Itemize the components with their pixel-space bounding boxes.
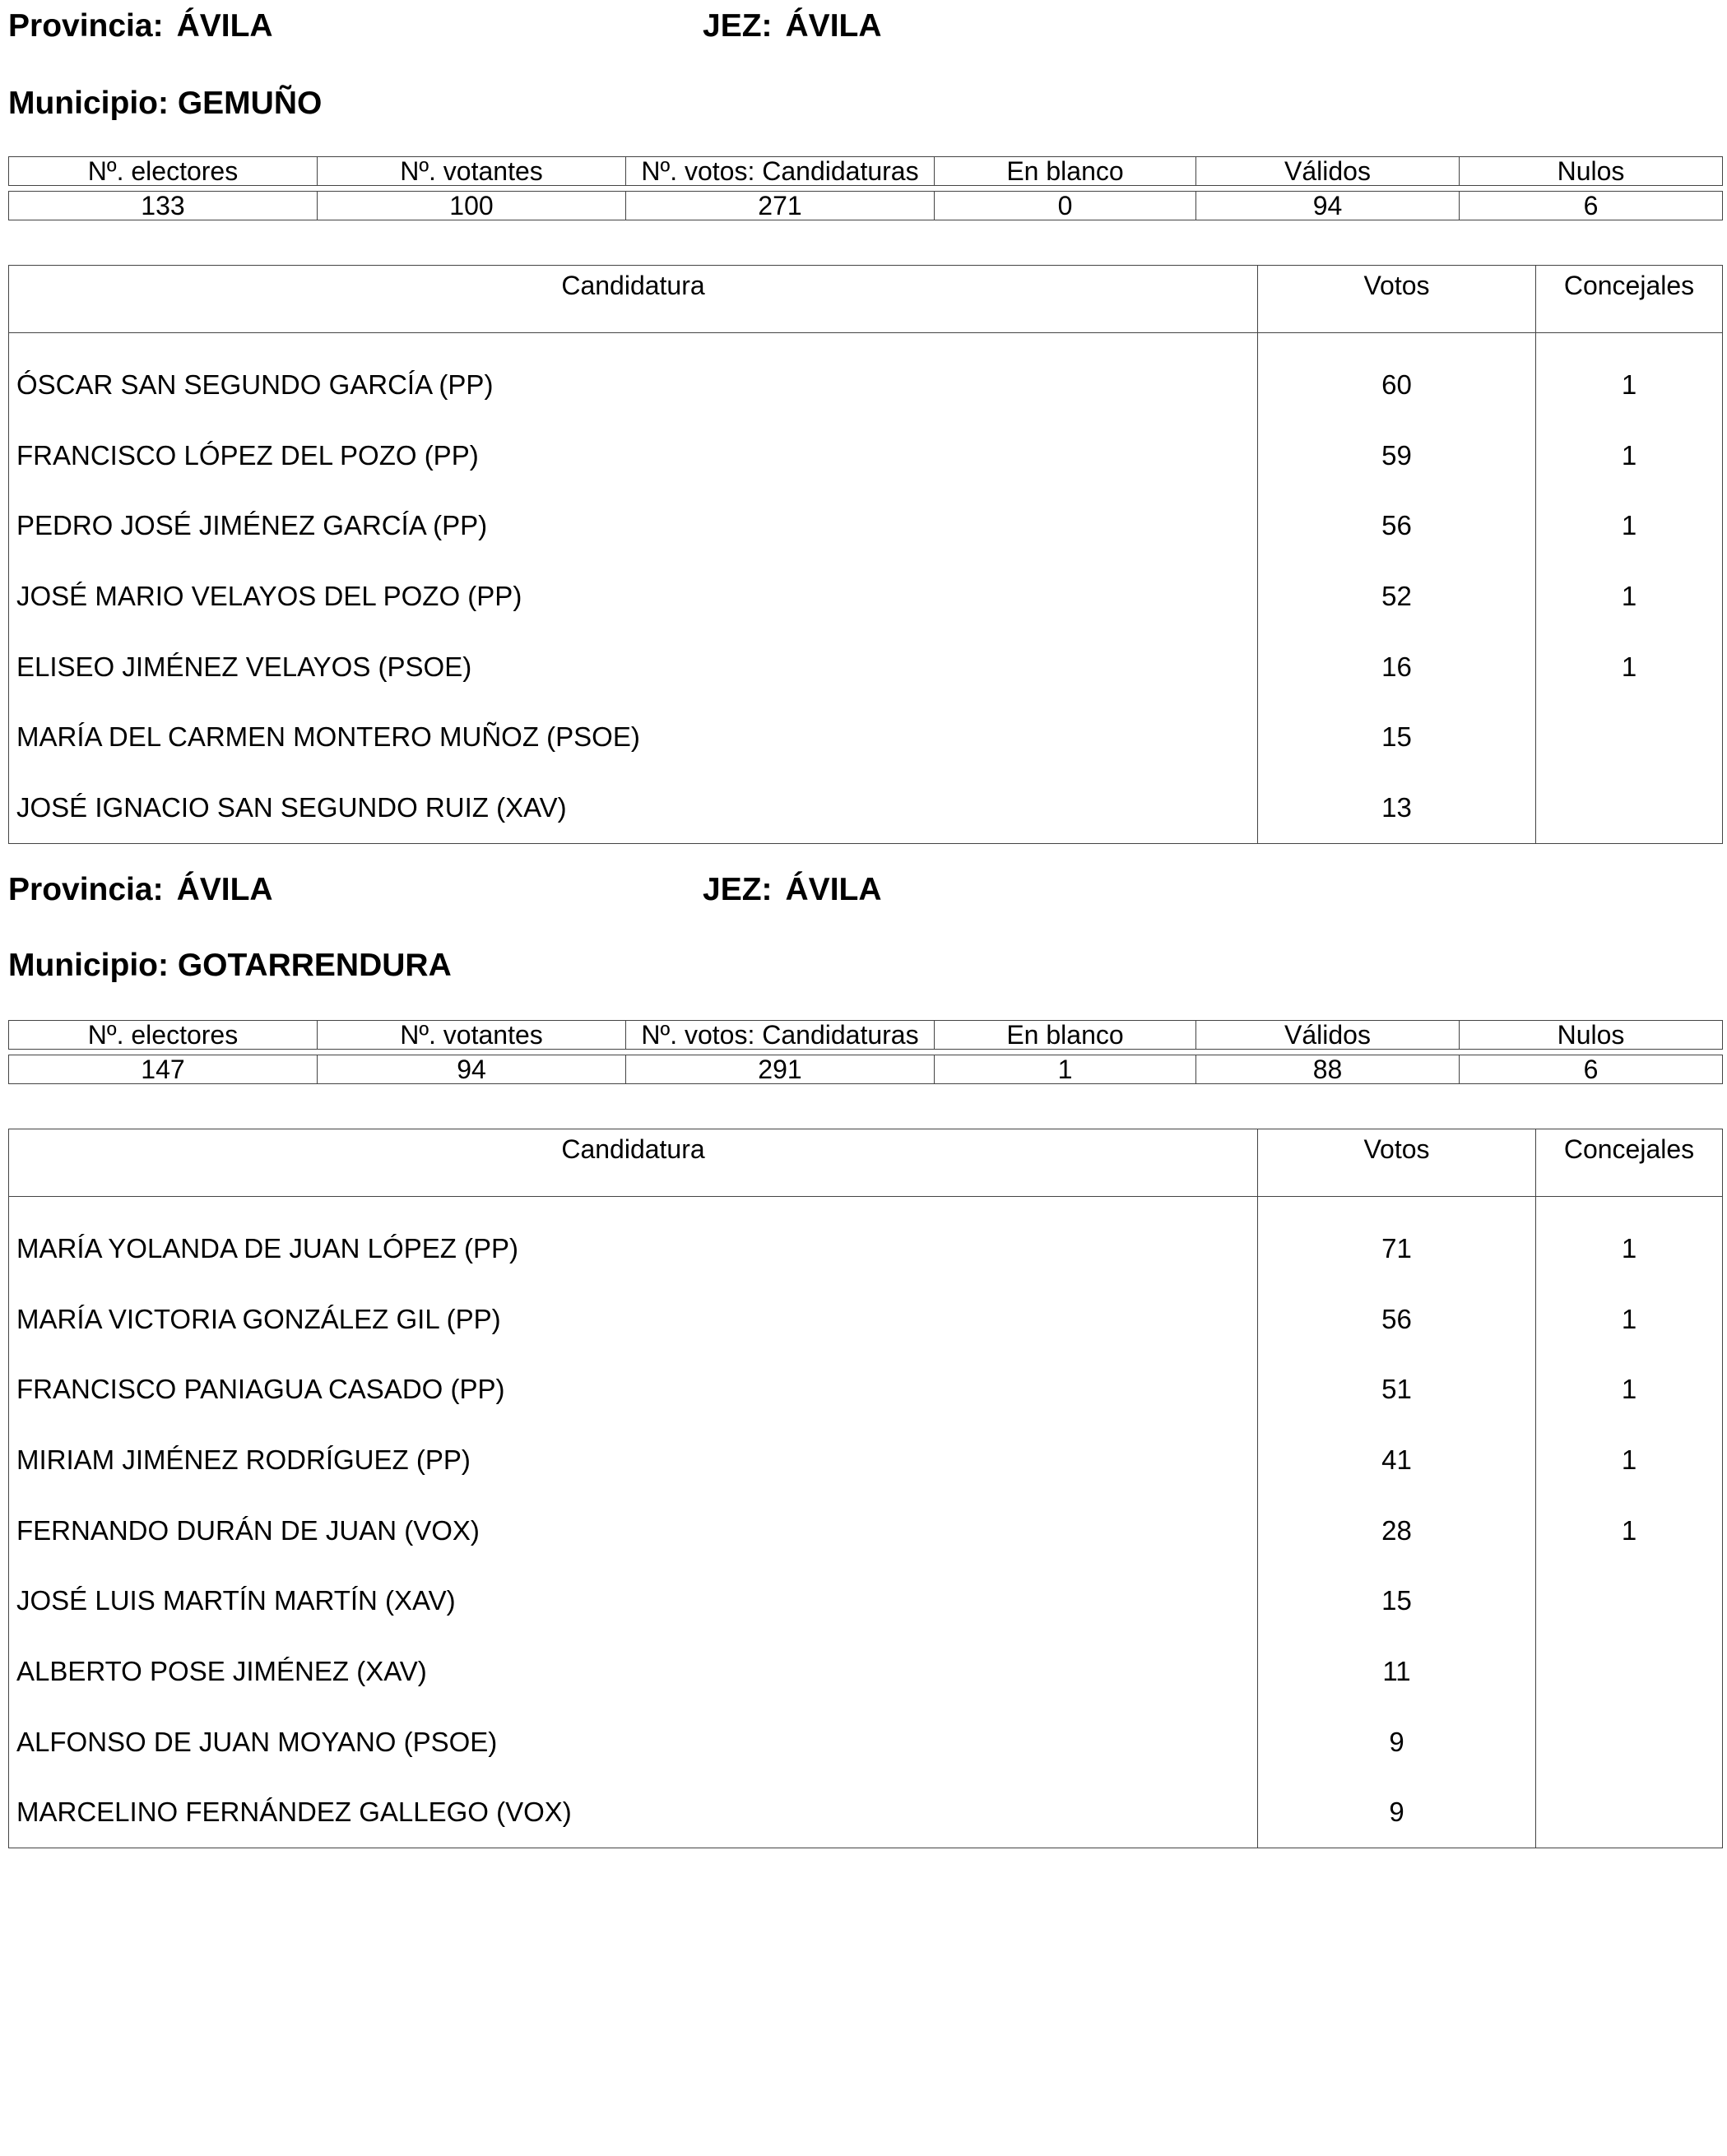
candidate-votos: 52 bbox=[1258, 561, 1536, 632]
candidate-concejales bbox=[1536, 1636, 1723, 1707]
candidate-votos: 56 bbox=[1258, 490, 1536, 561]
candidate-concejales: 1 bbox=[1536, 490, 1723, 561]
summary-header-row bbox=[9, 1021, 1723, 1050]
votos-header: Votos bbox=[1258, 1129, 1536, 1197]
votantes-value: 94 bbox=[318, 1055, 626, 1084]
votos-header: Votos bbox=[1258, 266, 1536, 333]
candidate-votos: 13 bbox=[1258, 772, 1536, 843]
table-row bbox=[9, 702, 1723, 772]
en-blanco-header: En blanco bbox=[935, 1021, 1196, 1050]
jez-heading: JEZ: ÁVILA bbox=[703, 8, 882, 44]
candidate-votos: 11 bbox=[1258, 1636, 1536, 1707]
validos-header: Válidos bbox=[1196, 157, 1460, 186]
nulos-header: Nulos bbox=[1460, 157, 1723, 186]
candidate-concejales: 1 bbox=[1536, 420, 1723, 491]
table-row bbox=[9, 632, 1723, 702]
candidate-votos: 15 bbox=[1258, 1565, 1536, 1636]
candidates-table bbox=[8, 265, 1723, 844]
provincia-heading: Provincia: ÁVILA bbox=[8, 872, 273, 907]
candidates-header-row bbox=[9, 266, 1723, 333]
municipio-heading: Municipio: GEMUÑO bbox=[8, 86, 323, 121]
provincia-heading: Provincia: ÁVILA bbox=[8, 8, 273, 44]
electores-value: 147 bbox=[9, 1055, 318, 1084]
table-row bbox=[9, 772, 1723, 843]
candidate-concejales bbox=[1536, 1565, 1723, 1636]
candidate-name: FERNANDO DURÁN DE JUAN (VOX) bbox=[16, 1514, 480, 1546]
candidate-concejales: 1 bbox=[1536, 1197, 1723, 1284]
candidate-concejales: 1 bbox=[1536, 1354, 1723, 1425]
jez-heading: JEZ: ÁVILA bbox=[703, 872, 882, 907]
table-row bbox=[9, 1495, 1723, 1566]
candidate-name: PEDRO JOSÉ JIMÉNEZ GARCÍA (PP) bbox=[16, 510, 488, 541]
candidates-header-row bbox=[9, 1129, 1723, 1197]
nulos-value: 6 bbox=[1460, 1055, 1723, 1084]
candidate-votos: 51 bbox=[1258, 1354, 1536, 1425]
validos-value: 94 bbox=[1196, 192, 1460, 220]
candidate-concejales bbox=[1536, 702, 1723, 772]
table-row bbox=[9, 1425, 1723, 1495]
candidate-concejales bbox=[1536, 772, 1723, 843]
municipio-value: GEMUÑO bbox=[177, 86, 323, 121]
candidate-name: MARÍA YOLANDA DE JUAN LÓPEZ (PP) bbox=[16, 1232, 519, 1263]
candidate-name: FRANCISCO LÓPEZ DEL POZO (PP) bbox=[16, 439, 479, 471]
candidate-votos: 41 bbox=[1258, 1425, 1536, 1495]
candidatura-header: Candidatura bbox=[9, 1129, 1258, 1197]
summary-value-row bbox=[9, 192, 1723, 220]
provincia-value: ÁVILA bbox=[176, 872, 273, 907]
candidate-concejales: 1 bbox=[1536, 632, 1723, 702]
candidate-name: JOSÉ IGNACIO SAN SEGUNDO RUIZ (XAV) bbox=[16, 791, 567, 823]
validos-header: Válidos bbox=[1196, 1021, 1460, 1050]
votantes-value: 100 bbox=[318, 192, 626, 220]
candidate-name: JOSÉ MARIO VELAYOS DEL POZO (PP) bbox=[16, 580, 522, 611]
section-gemuno bbox=[8, 0, 1722, 831]
section-gotarrendura bbox=[8, 864, 1722, 1851]
nulos-header: Nulos bbox=[1460, 1021, 1723, 1050]
candidate-name: MARÍA DEL CARMEN MONTERO MUÑOZ (PSOE) bbox=[16, 721, 640, 753]
table-row bbox=[9, 1707, 1723, 1778]
summary-table bbox=[8, 156, 1723, 220]
candidate-name: FRANCISCO PANIAGUA CASADO (PP) bbox=[16, 1374, 505, 1405]
candidate-votos: 60 bbox=[1258, 333, 1536, 420]
votos-candidaturas-value: 271 bbox=[626, 192, 935, 220]
candidate-concejales: 1 bbox=[1536, 333, 1723, 420]
votantes-header: Nº. votantes bbox=[318, 157, 626, 186]
table-row bbox=[9, 561, 1723, 632]
candidate-concejales bbox=[1536, 1707, 1723, 1778]
candidate-votos: 71 bbox=[1258, 1197, 1536, 1284]
votos-candidaturas-header: Nº. votos: Candidaturas bbox=[626, 1021, 935, 1050]
votos-candidaturas-value: 291 bbox=[626, 1055, 935, 1084]
table-row bbox=[9, 420, 1723, 491]
table-row bbox=[9, 1565, 1723, 1636]
candidate-name: MARÍA VICTORIA GONZÁLEZ GIL (PP) bbox=[16, 1303, 501, 1334]
candidate-concejales: 1 bbox=[1536, 1284, 1723, 1355]
electores-value: 133 bbox=[9, 192, 318, 220]
en-blanco-value: 1 bbox=[935, 1055, 1196, 1084]
summary-table bbox=[8, 1020, 1723, 1084]
candidatura-header: Candidatura bbox=[9, 266, 1258, 333]
votantes-header: Nº. votantes bbox=[318, 1021, 626, 1050]
candidate-name: MIRIAM JIMÉNEZ RODRÍGUEZ (PP) bbox=[16, 1444, 471, 1475]
summary-value-row bbox=[9, 1055, 1723, 1084]
candidate-concejales bbox=[1536, 1778, 1723, 1848]
table-row bbox=[9, 1354, 1723, 1425]
summary-header-row bbox=[9, 157, 1723, 186]
candidate-name: JOSÉ LUIS MARTÍN MARTÍN (XAV) bbox=[16, 1585, 456, 1616]
concejales-header: Concejales bbox=[1536, 1129, 1723, 1197]
municipio-value: GOTARRENDURA bbox=[177, 948, 452, 983]
candidate-concejales: 1 bbox=[1536, 1495, 1723, 1566]
candidate-name: MARCELINO FERNÁNDEZ GALLEGO (VOX) bbox=[16, 1797, 572, 1828]
table-row bbox=[9, 333, 1723, 420]
en-blanco-value: 0 bbox=[935, 192, 1196, 220]
nulos-value: 6 bbox=[1460, 192, 1723, 220]
candidate-votos: 15 bbox=[1258, 702, 1536, 772]
candidate-votos: 16 bbox=[1258, 632, 1536, 702]
table-row bbox=[9, 490, 1723, 561]
electores-header: Nº. electores bbox=[9, 157, 318, 186]
candidate-votos: 56 bbox=[1258, 1284, 1536, 1355]
table-row bbox=[9, 1636, 1723, 1707]
candidate-votos: 9 bbox=[1258, 1707, 1536, 1778]
validos-value: 88 bbox=[1196, 1055, 1460, 1084]
candidates-table bbox=[8, 1129, 1723, 1848]
candidate-name: ÓSCAR SAN SEGUNDO GARCÍA (PP) bbox=[16, 369, 494, 400]
concejales-header: Concejales bbox=[1536, 266, 1723, 333]
votos-candidaturas-header: Nº. votos: Candidaturas bbox=[626, 157, 935, 186]
candidate-votos: 9 bbox=[1258, 1778, 1536, 1848]
table-row bbox=[9, 1284, 1723, 1355]
provincia-value: ÁVILA bbox=[176, 8, 273, 44]
candidate-name: ALBERTO POSE JIMÉNEZ (XAV) bbox=[16, 1655, 427, 1686]
jez-value: ÁVILA bbox=[785, 872, 882, 907]
candidate-votos: 28 bbox=[1258, 1495, 1536, 1566]
electores-header: Nº. electores bbox=[9, 1021, 318, 1050]
candidate-name: ALFONSO DE JUAN MOYANO (PSOE) bbox=[16, 1726, 498, 1757]
en-blanco-header: En blanco bbox=[935, 157, 1196, 186]
table-row bbox=[9, 1197, 1723, 1284]
table-row bbox=[9, 1778, 1723, 1848]
municipio-heading: Municipio: GOTARRENDURA bbox=[8, 948, 452, 983]
candidate-name: ELISEO JIMÉNEZ VELAYOS (PSOE) bbox=[16, 651, 472, 682]
candidate-votos: 59 bbox=[1258, 420, 1536, 491]
jez-value: ÁVILA bbox=[785, 8, 882, 44]
candidate-concejales: 1 bbox=[1536, 561, 1723, 632]
candidate-concejales: 1 bbox=[1536, 1425, 1723, 1495]
